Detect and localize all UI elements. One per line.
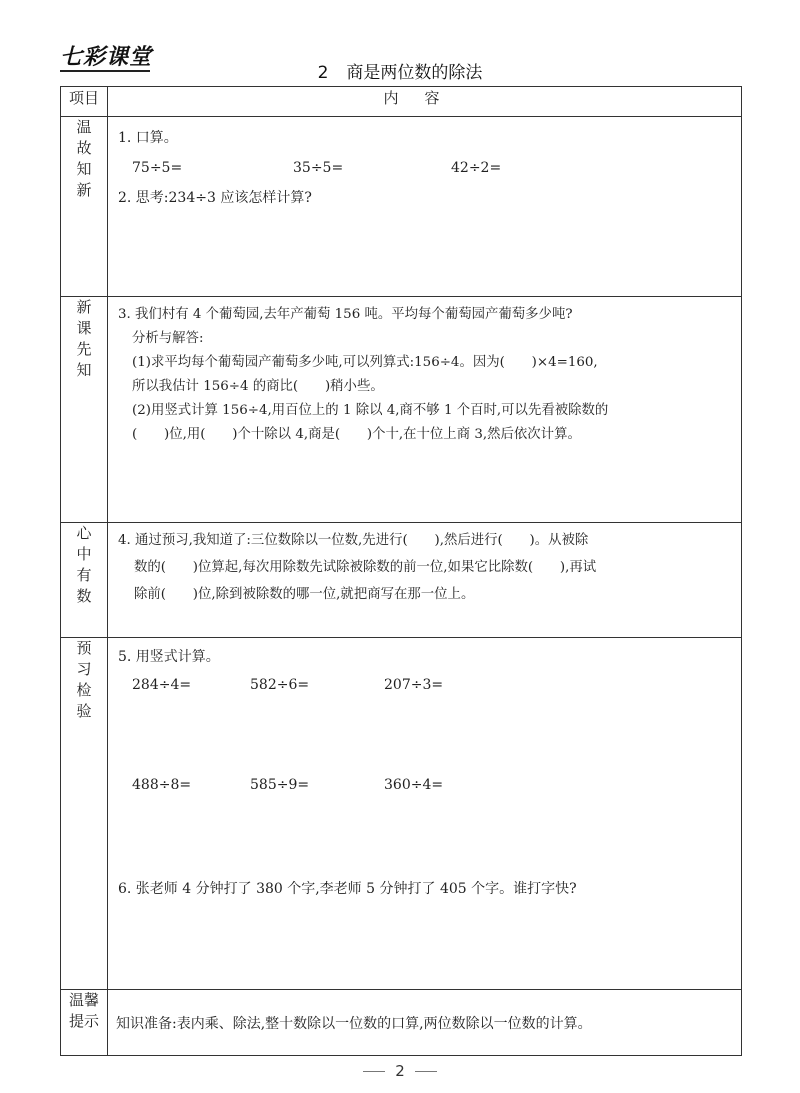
lesson-title: 商是两位数的除法 [346, 63, 483, 83]
section-content [108, 990, 742, 1056]
brand-logo: 七彩课堂 [60, 45, 153, 70]
question-3: 3. 我们村有 4 个葡萄园,去年产葡萄 156 吨。平均每个葡萄园产葡萄多少吨? [118, 307, 573, 322]
question-5-title: 5. 用竖式计算。 [118, 649, 220, 665]
label-char: 知 [76, 361, 92, 379]
question-2: 2. 思考:234÷3 应该怎样计算? [118, 190, 312, 206]
question-4-cont: 数的( )位算起,每次用除数先试除被除数的前一位,如果它比除数( ),再试 [134, 560, 597, 575]
label-char: 检 [76, 681, 92, 699]
column-header-item: 项目 [61, 87, 108, 117]
page-footer [0, 1062, 800, 1080]
label-text: 提示 [68, 1012, 99, 1030]
label-text: 温馨 [68, 991, 99, 1009]
tips-text: 知识准备:表内乘、除法,整十数除以一位数的口算,两位数除以一位数的计算。 [116, 1015, 592, 1032]
section-review [61, 117, 742, 297]
label-char: 故 [76, 139, 92, 157]
section-content [108, 638, 742, 990]
label-char: 中 [76, 545, 92, 563]
oral-calc-item: 35÷5= [293, 160, 344, 176]
section-label [61, 297, 108, 523]
question-1-title: 1. 口算。 [118, 130, 178, 146]
vertical-calc-item: 488÷8= [132, 777, 192, 793]
question-6: 6. 张老师 4 分钟打了 380 个字,李老师 5 分钟打了 405 个字。谁打字快? [118, 881, 577, 897]
section-new-lesson [61, 297, 742, 523]
lesson-number: 2 [317, 63, 329, 83]
vertical-calc-item: 585÷9= [250, 777, 310, 793]
label-char: 心 [76, 524, 92, 542]
section-tips [61, 990, 742, 1056]
label-char: 有 [76, 566, 92, 584]
vertical-calc-item: 582÷6= [250, 677, 310, 693]
label-char: 新 [76, 181, 92, 199]
vertical-calc-item: 207÷3= [384, 677, 444, 693]
analysis-step-2-cont: ( )位,用( )个十除以 4,商是( )个十,在十位上商 3,然后依次计算。 [132, 427, 581, 442]
section-label [61, 523, 108, 638]
label-char: 数 [76, 587, 92, 605]
vertical-calc-item: 284÷4= [132, 677, 192, 693]
oral-calc-item: 75÷5= [132, 160, 183, 176]
label-char: 习 [76, 660, 92, 678]
label-char: 预 [76, 639, 92, 657]
section-content [108, 297, 742, 523]
question-4: 4. 通过预习,我知道了:三位数除以一位数,先进行( ),然后进行( )。从被除 [118, 533, 589, 548]
label-char: 温 [76, 118, 92, 136]
analysis-step-1: (1)求平均每个葡萄园产葡萄多少吨,可以列算式:156÷4。因为( )×4=160, [132, 355, 598, 370]
section-summary [61, 523, 742, 638]
column-header-content: 内容 [108, 87, 742, 117]
footer-dash [363, 1071, 385, 1072]
label-char: 先 [76, 340, 92, 358]
section-label [61, 117, 108, 297]
analysis-heading: 分析与解答: [132, 331, 204, 346]
page-title [0, 58, 800, 83]
oral-calc-item: 42÷2= [451, 160, 502, 176]
section-practice [61, 638, 742, 990]
section-content [108, 523, 742, 638]
vertical-calc-item: 360÷4= [384, 777, 444, 793]
section-content [108, 117, 742, 297]
label-char: 验 [76, 702, 92, 720]
analysis-step-1-cont: 所以我估计 156÷4 的商比( )稍小些。 [132, 379, 384, 394]
label-char: 知 [76, 160, 92, 178]
analysis-step-2: (2)用竖式计算 156÷4,用百位上的 1 除以 4,商不够 1 个百时,可以先看被除数的 [132, 403, 609, 418]
label-char: 课 [76, 319, 92, 337]
lesson-table [60, 86, 742, 1056]
section-label [61, 990, 108, 1056]
section-label [61, 638, 108, 990]
table-header-row [61, 87, 742, 117]
question-4-cont: 除前( )位,除到被除数的哪一位,就把商写在那一位上。 [134, 587, 475, 602]
label-char: 新 [76, 298, 92, 316]
footer-dash [415, 1071, 437, 1072]
page-number: 2 [395, 1062, 405, 1080]
